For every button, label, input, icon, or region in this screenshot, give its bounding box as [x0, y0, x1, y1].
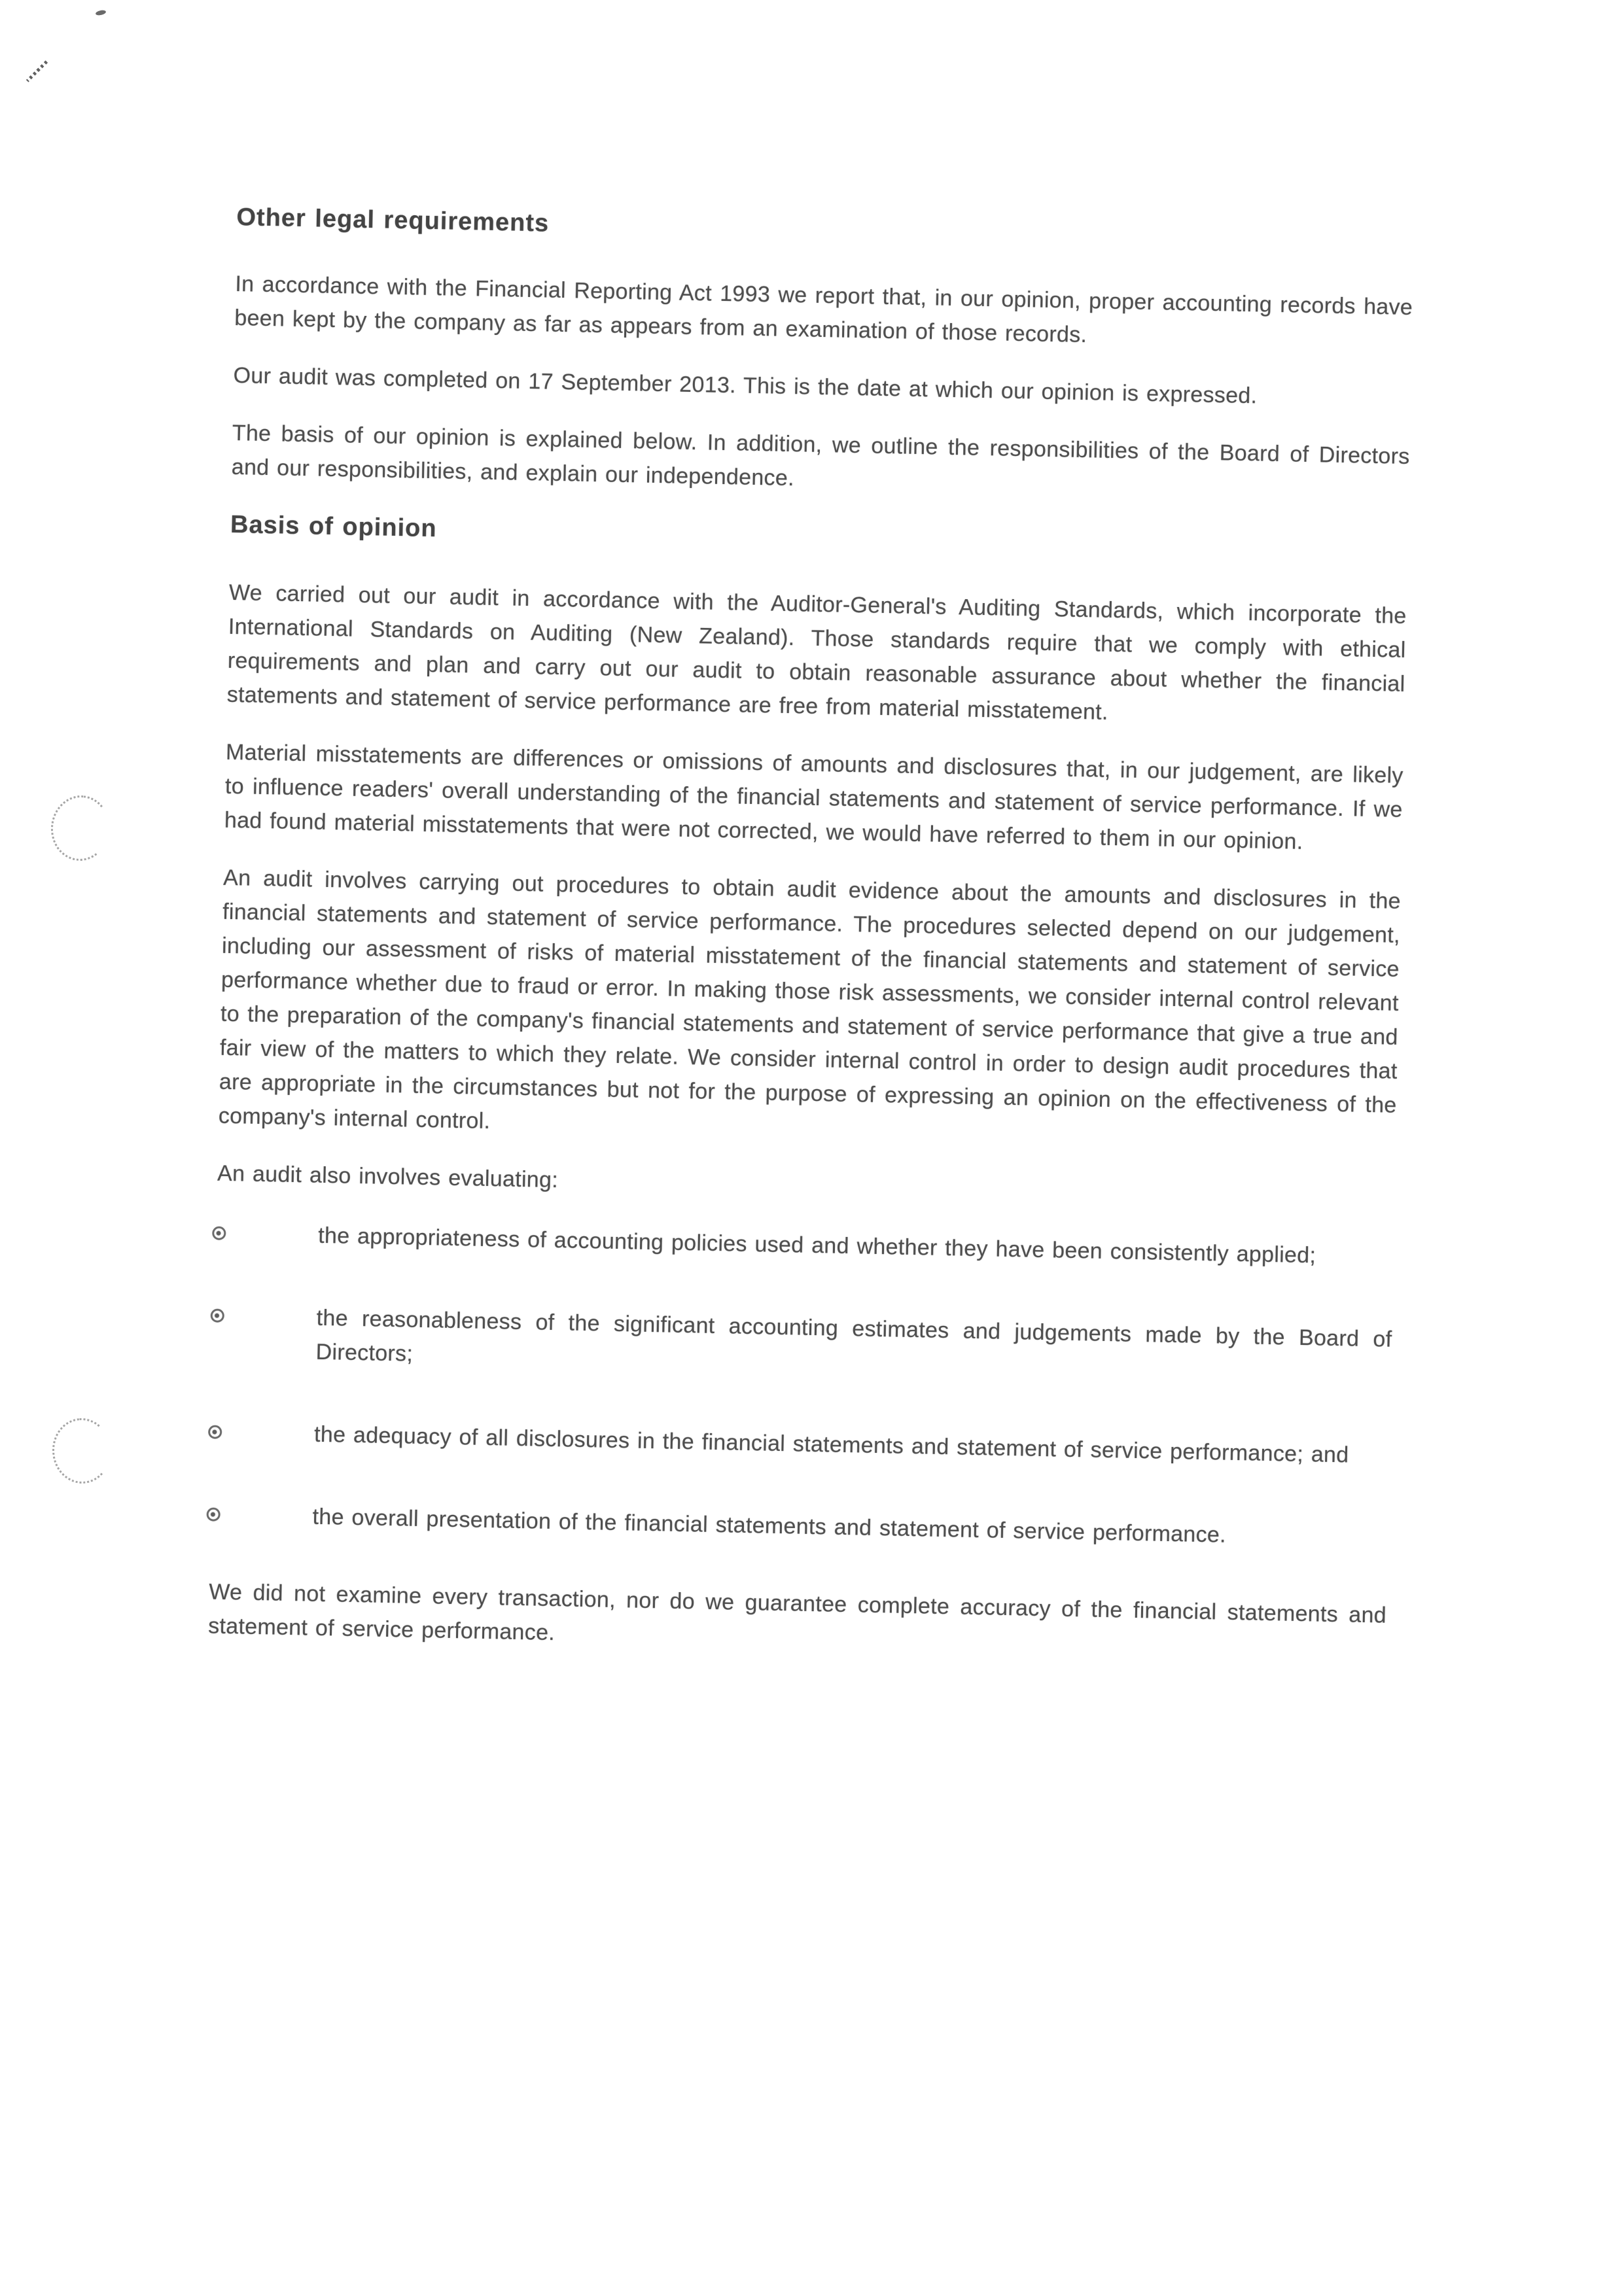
- paragraph-did-not-examine: We did not examine every transaction, nor do we guarantee complete accuracy of the financial statements and statement of service performance.: [207, 1579, 1387, 1646]
- paragraph-material-misstatements: Material misstatements are differences or omissions of amounts and disclosures that, in our judgement, are likely to influence readers' overall understanding of the financial statements and statement of service performance. If we had found material misstatements that were not corrected, we would have referred to them in our opinion.: [224, 739, 1404, 854]
- bullet-item-overall-presentation: [210, 1498, 1388, 1556]
- paragraph-basis-explained: The basis of our opinion is explained below. In addition, we outline the responsibilities of the Board of Directors and our responsibilities, and explain our independence.: [231, 420, 1410, 491]
- bullet-text: the appropriateness of accounting policies used and whether they have been consistently applied;: [317, 1223, 1316, 1268]
- bullet-text: the overall presentation of the financial statements and statement of service performance.: [312, 1504, 1227, 1548]
- hole-punch-mark-bottom: [50, 1416, 114, 1486]
- bullet-icon: [211, 1309, 224, 1323]
- paragraph-accounting-records: In accordance with the Financial Reporting Act 1993 we report that, in our opinion, proper accounting records have been kept by the company as far as appears from an examination of those records.: [234, 271, 1413, 348]
- bullet-item-adequacy-disclosures: [212, 1416, 1390, 1473]
- bullet-icon: [208, 1425, 222, 1439]
- bullet-item-accounting-policies: [216, 1217, 1394, 1274]
- paragraph-carried-out-audit: We carried out our audit in accordance with the Auditor-General's Auditing Standards, which incorporate the International Standards on Auditing (New Zealand). Those standards require that we comply with ethical requirements and plan and carry out our audit to obtain reasonable assurance about whether the financial statements and statement of service performance are free from material misstatement.: [226, 580, 1407, 725]
- bullet-text: the adequacy of all disclosures in the financial statements and statement of service performance; and: [313, 1421, 1349, 1468]
- bullet-text: the reasonableness of the significant accounting estimates and judgements made by the Board of Directors;: [315, 1305, 1392, 1366]
- paragraph-audit-also-involves: An audit also involves evaluating:: [217, 1160, 559, 1193]
- paragraph-audit-involves-procedures: An audit involves carrying out procedures to obtain audit evidence about the amounts and disclosures in the financial statements and statement of service performance. The procedures selected depend on our judgement, including our assessment of risks of material misstatement of the financial statements and statement of service performance whether due to fraud or error. In making those risk assessments, we consider internal control relevant to the preparation of the company's financial statements and statement of service performance that give a true and fair view of the matters to which they relate. We consider internal control in order to design audit procedures that are appropriate in the circumstances but not for the purpose of expressing an opinion on the effectiveness of the company's internal control.: [218, 865, 1402, 1134]
- heading-other-legal-requirements: Other legal requirements: [236, 203, 550, 237]
- scan-scribble-artifact: [26, 60, 48, 82]
- bullet-item-estimates-judgements: [213, 1299, 1392, 1391]
- document-content: [208, 200, 1415, 1667]
- bullet-icon: [206, 1507, 220, 1521]
- paragraph-audit-completed-date: Our audit was completed on 17 September 2013. This is the date at which our opinion is expressed.: [233, 362, 1258, 409]
- bullet-icon: [212, 1226, 226, 1240]
- heading-basis-of-opinion: Basis of opinion: [230, 510, 437, 543]
- scan-speck-artifact: [95, 9, 106, 16]
- evaluation-bullet-list: [210, 1217, 1394, 1556]
- hole-punch-mark-top: [48, 793, 113, 864]
